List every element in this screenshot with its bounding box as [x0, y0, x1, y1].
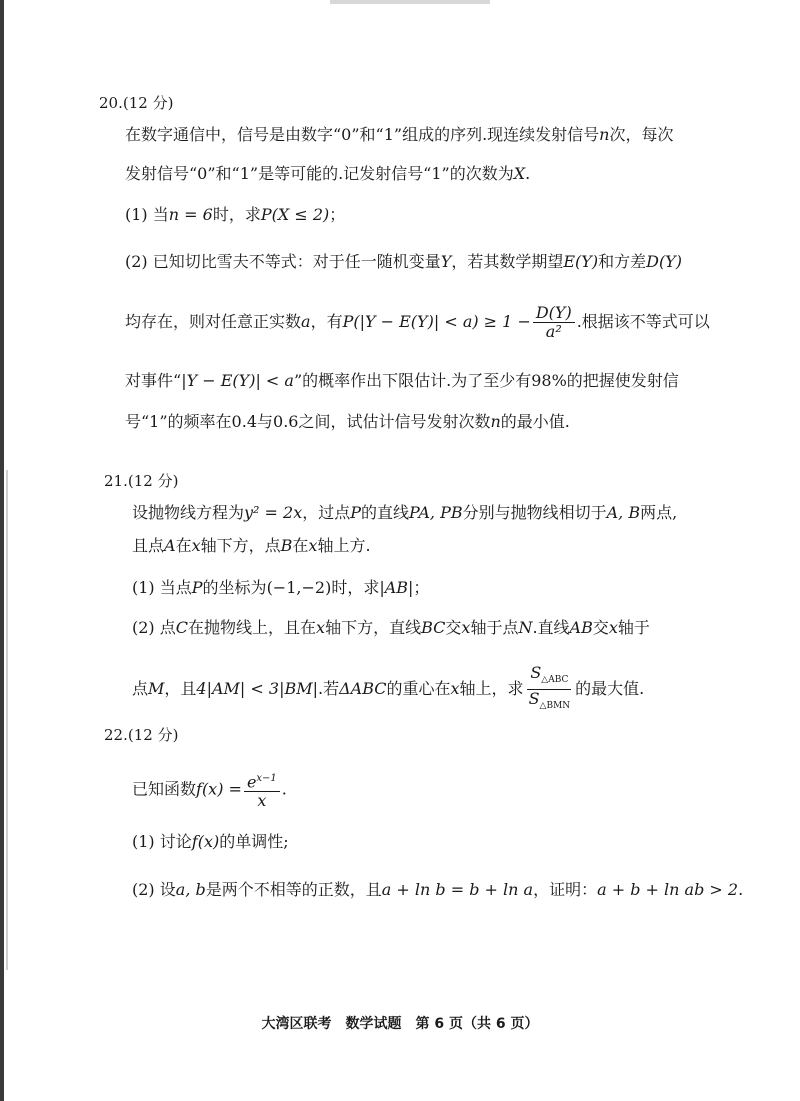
- problem-22-stem: 已知函数f(x) = $\frac{e^{x-1}}{x}$ .: [132, 770, 287, 810]
- problem-21-stem-line-2: 且点A在x轴下方，点B在x轴上方.: [132, 536, 371, 555]
- area-ratio-fraction: $\frac{S_{\triangle ABC}}{S_{\triangle BMN}}$: [528, 663, 571, 712]
- problem-score: (12 分): [122, 94, 174, 112]
- problem-20-part-1: (1) 当n = 6时，求P(X ≤ 2)；: [125, 205, 346, 224]
- chebyshev-fraction: $\frac{D(Y)}{\text{a²}}$: [533, 304, 575, 341]
- problem-21-header: [104, 470, 178, 492]
- problem-number: 22.: [104, 726, 128, 744]
- problem-20-part-2-line-4: 号“1”的频率在0.4与0.6之间，试估计信号发射次数n的最小值.: [125, 412, 570, 431]
- scan-edge: [0, 0, 4, 1101]
- problem-score: (12 分): [127, 726, 179, 744]
- problem-20-stem-line-1: 在数字通信中，信号是由数字“0”和“1”组成的序列.现连续发射信号n次，每次: [125, 125, 674, 144]
- problem-score: (12 分): [127, 472, 179, 490]
- problem-20-part-2-line-1: (2) 已知切比雪夫不等式：对于任一随机变量Y，若其数学期望E(Y)和方差D(Y): [125, 252, 682, 271]
- problem-22-part-2: (2) 设a, b是两个不相等的正数，且a + ln b = b + ln a，证明：a + b + ln ab > 2.: [132, 880, 744, 899]
- problem-21-part-2-line-2: 点M，且4|AM| < 3|BM|.若ΔABC的重心在x轴上，求 $\frac{S_{\triangle ABC}}{S_{\triangle BMN}}$ 的最大值.: [132, 664, 644, 715]
- problem-21-part-1: (1) 当点P的坐标为(−1,−2)时，求|AB|；: [132, 578, 430, 597]
- problem-20-part-2-line-3: 对事件“|Y − E(Y)| < a”的概率作出下限估计.为了至少有98%的把握使发射信: [125, 371, 679, 390]
- scan-edge-faint: [6, 470, 8, 970]
- scan-smudge: [330, 0, 490, 4]
- problem-21-part-2-line-1: (2) 点C在抛物线上，且在x轴下方，直线BC交x轴于点N.直线AB交x轴于: [132, 618, 650, 637]
- problem-21-stem-line-1: 设抛物线方程为y² = 2x，过点P的直线PA, PB分别与抛物线相切于A, B两点,: [132, 503, 678, 522]
- problem-20-part-2-line-2: 均存在，则对任意正实数a，有P(|Y − E(Y)| < a) ≥ 1 − $\frac{D(Y)}{\text{a²}}$ .根据该不等式可以: [125, 303, 710, 341]
- problem-22-header: [104, 724, 178, 746]
- problem-20-header: [99, 92, 173, 114]
- problem-20-stem-line-2: 发射信号“0”和“1”是等可能的.记发射信号“1”的次数为X.: [125, 164, 531, 183]
- problem-22-part-1: (1) 讨论f(x)的单调性;: [132, 832, 289, 851]
- function-fraction: $\frac{e^{x-1}}{x}$: [244, 770, 280, 810]
- problem-number: 20.: [99, 94, 123, 112]
- page-footer: 大湾区联考 数学试题 第 6 页（共 6 页）: [261, 1016, 539, 1032]
- problem-number: 21.: [104, 472, 128, 490]
